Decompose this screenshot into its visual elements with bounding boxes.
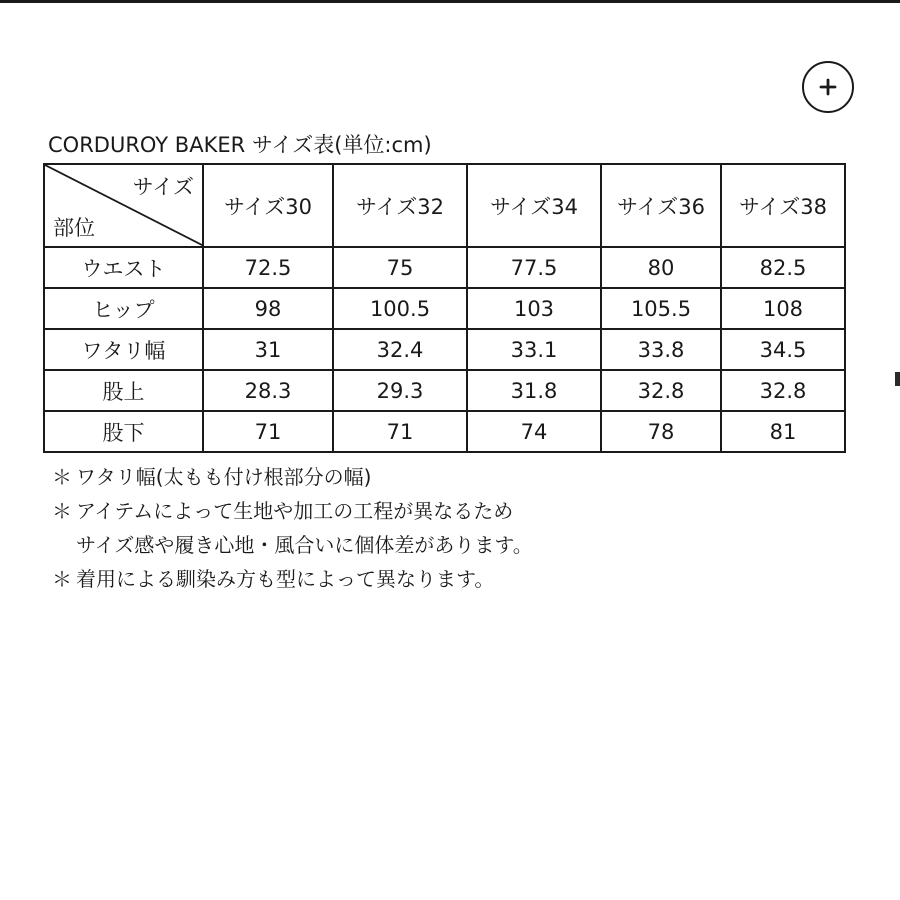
table-row <box>44 370 845 411</box>
table-cell: 28.3 <box>203 370 333 411</box>
row-label: ヒップ <box>44 288 203 329</box>
column-header: サイズ34 <box>467 164 601 247</box>
note-item <box>52 564 533 598</box>
table-header-row <box>44 164 845 247</box>
table-cell: 31 <box>203 329 333 370</box>
table-cell: 29.3 <box>333 370 467 411</box>
note-asterisk: ＊ <box>52 499 72 523</box>
table-cell: 100.5 <box>333 288 467 329</box>
table-row <box>44 411 845 452</box>
table-cell: 81 <box>721 411 845 452</box>
note-asterisk: ＊ <box>52 567 72 591</box>
column-header: サイズ30 <box>203 164 333 247</box>
corner-size-label: サイズ <box>132 175 194 199</box>
page-title: CORDUROY BAKER サイズ表(単位:cm) <box>48 133 432 157</box>
table-cell: 78 <box>601 411 721 452</box>
note-text: ワタリ幅(太もも付け根部分の幅) <box>76 465 372 489</box>
table-cell: 71 <box>203 411 333 452</box>
table-cell: 72.5 <box>203 247 333 288</box>
table-row <box>44 288 845 329</box>
note-item <box>52 462 533 496</box>
table-cell: 71 <box>333 411 467 452</box>
row-label: 股上 <box>44 370 203 411</box>
note-asterisk: ＊ <box>52 465 72 489</box>
scroll-indicator <box>895 372 900 386</box>
table-cell: 34.5 <box>721 329 845 370</box>
table-cell: 75 <box>333 247 467 288</box>
plus-icon <box>804 63 852 111</box>
table-cell: 77.5 <box>467 247 601 288</box>
zoom-button[interactable] <box>802 61 854 113</box>
table-row <box>44 247 845 288</box>
table-cell: 33.1 <box>467 329 601 370</box>
note-text: 着用による馴染み方も型によって異なります。 <box>76 567 495 591</box>
table-cell: 32.4 <box>333 329 467 370</box>
top-divider <box>0 0 900 3</box>
table-cell: 108 <box>721 288 845 329</box>
column-header: サイズ36 <box>601 164 721 247</box>
size-table <box>43 163 846 453</box>
table-cell: 33.8 <box>601 329 721 370</box>
row-label: 股下 <box>44 411 203 452</box>
table-corner-cell <box>44 164 203 247</box>
table-cell: 32.8 <box>601 370 721 411</box>
table-cell: 80 <box>601 247 721 288</box>
table-cell: 105.5 <box>601 288 721 329</box>
column-header: サイズ32 <box>333 164 467 247</box>
table-cell: 98 <box>203 288 333 329</box>
table-cell: 32.8 <box>721 370 845 411</box>
table-cell: 31.8 <box>467 370 601 411</box>
corner-part-label: 部位 <box>53 216 95 240</box>
note-text: サイズ感や履き心地・風合いに個体差があります。 <box>76 533 533 557</box>
table-cell: 103 <box>467 288 601 329</box>
table-cell: 74 <box>467 411 601 452</box>
note-item <box>52 496 533 530</box>
row-label: ワタリ幅 <box>44 329 203 370</box>
table-cell: 82.5 <box>721 247 845 288</box>
row-label: ウエスト <box>44 247 203 288</box>
note-text: アイテムによって生地や加工の工程が異なるため <box>76 499 514 523</box>
table-row <box>44 329 845 370</box>
note-item <box>52 530 533 564</box>
column-header: サイズ38 <box>721 164 845 247</box>
notes-list <box>52 462 533 598</box>
